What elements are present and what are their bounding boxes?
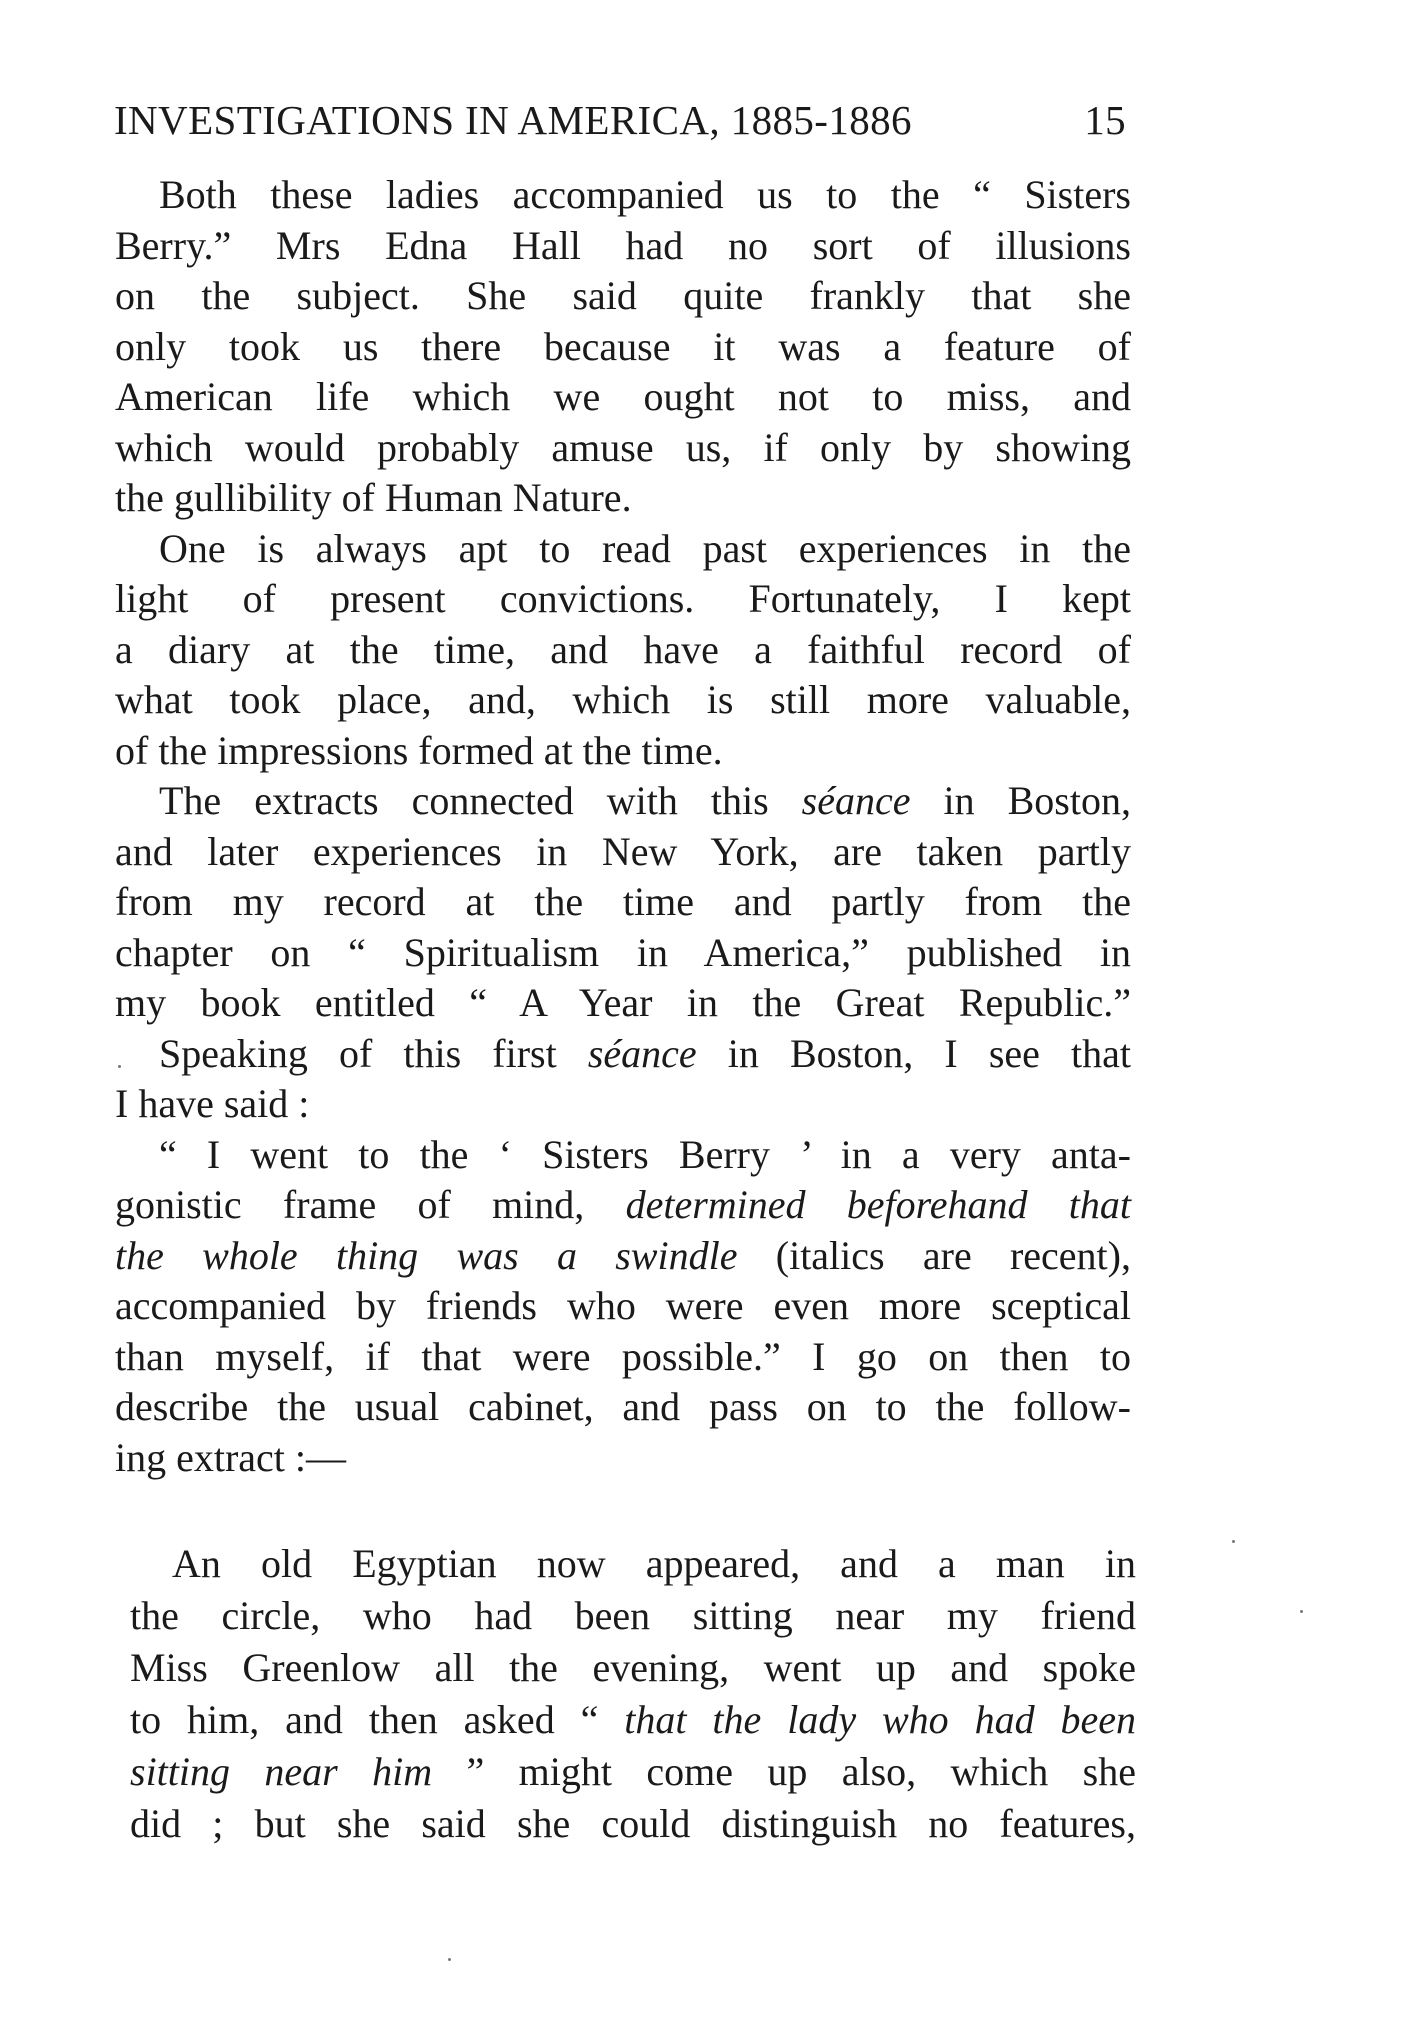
text-line: ing extract :—: [115, 1434, 347, 1480]
diary-extract: [130, 1538, 1136, 1850]
text-line: from my record at the time and partly from the: [115, 879, 1131, 924]
text-run: to him, and then asked “: [130, 1697, 625, 1742]
text-line: Berry.” Mrs Edna Hall had no sort of illusions: [115, 222, 1131, 268]
text-line: [130, 1746, 1136, 1798]
text-line: did ; but she said she could distinguish no features,: [130, 1801, 1136, 1846]
body-text: [115, 170, 1131, 1483]
scan-speck: [1300, 1610, 1303, 1613]
text-run: (italics are recent),: [737, 1232, 1131, 1278]
text-line: the gullibility of Human Nature.: [115, 475, 632, 520]
text-line: chapter on “ Spiritualism in America,” published in: [115, 929, 1131, 975]
text-line: [115, 1231, 1131, 1282]
text-run: in Boston, I see that: [696, 1030, 1131, 1076]
text-line: “ I went to the ‘ Sisters Berry ’ in a very anta-: [159, 1131, 1131, 1177]
text-line: American life which we ought not to miss, and: [115, 374, 1131, 419]
text-line: Miss Greenlow all the evening, went up and spoke: [130, 1645, 1136, 1690]
text-line: An old Egyptian now appeared, and a man in: [172, 1541, 1136, 1586]
text-line: than myself, if that were possible.” I go on then to: [115, 1333, 1131, 1379]
running-head-title: INVESTIGATIONS IN AMERICA, 1885-1886: [114, 97, 912, 143]
text-line: of the impressions formed at the time.: [115, 727, 723, 773]
text-line: on the subject. She said quite frankly that she: [115, 273, 1131, 318]
text-run: Speaking of this first: [159, 1030, 588, 1076]
text-line: One is always apt to read past experiences in the: [159, 525, 1131, 571]
text-run: gonistic frame of mind,: [115, 1182, 626, 1227]
text-line: and later experiences in New York, are taken partly: [115, 828, 1131, 874]
italic-run: determined beforehand that: [625, 1182, 1132, 1227]
text-line: my book entitled “ A Year in the Great Republic.”: [115, 980, 1131, 1025]
text-line: the circle, who had been sitting near my friend: [130, 1593, 1136, 1638]
text-line: only took us there because it was a feature of: [115, 323, 1131, 369]
text-line: light of present convictions. Fortunately, I kept: [115, 576, 1131, 621]
text-line: which would probably amuse us, if only by showing: [115, 424, 1131, 470]
text-line: I have said :: [115, 1081, 310, 1126]
text-line: Both these ladies accompanied us to the “ Sisters: [159, 172, 1131, 217]
text-line: what took place, and, which is still more valuable,: [115, 677, 1131, 722]
text-run: in Boston,: [910, 778, 1131, 823]
running-head: [114, 92, 1134, 148]
scan-speck: [118, 1065, 121, 1068]
italic-run: séance: [801, 778, 911, 823]
text-line: accompanied by friends who were even more sceptical: [115, 1283, 1131, 1328]
text-line: [130, 1694, 1136, 1746]
text-line: describe the usual cabinet, and pass on to the follow-: [115, 1384, 1131, 1429]
scan-speck: [448, 1958, 451, 1961]
page-number: 15: [1084, 97, 1126, 143]
text-run: The extracts connected with this: [159, 778, 802, 823]
italic-run: the whole thing was a swindle: [115, 1232, 738, 1278]
scan-speck: [1232, 1540, 1235, 1543]
text-line: [115, 776, 1131, 827]
italic-run: séance: [587, 1030, 697, 1076]
italic-run: sitting near him: [130, 1749, 433, 1794]
text-line: a diary at the time, and have a faithful record of: [115, 626, 1131, 672]
italic-run: that the lady who had been: [624, 1697, 1136, 1742]
text-run: ” might come up also, which she: [432, 1749, 1136, 1794]
text-line: [115, 1029, 1131, 1080]
text-line: [115, 1180, 1131, 1231]
